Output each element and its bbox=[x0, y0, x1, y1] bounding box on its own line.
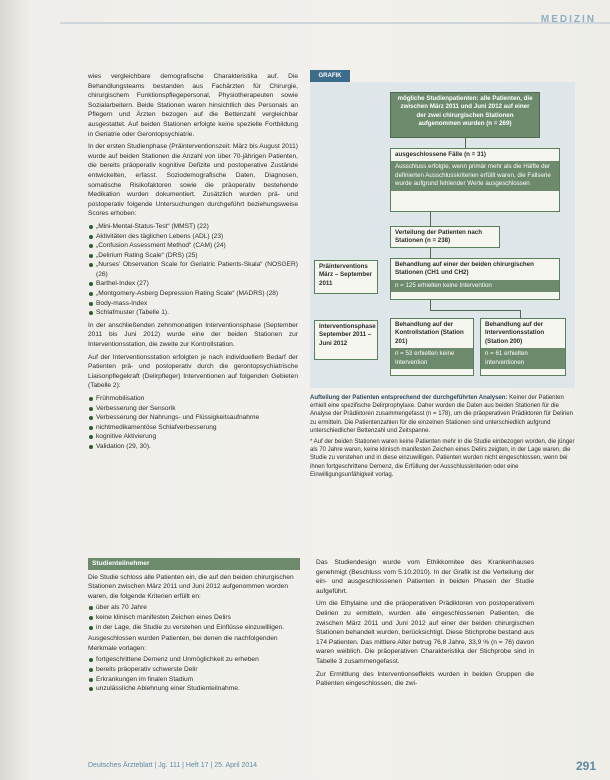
box-title: Studienteilnehmer bbox=[88, 558, 300, 570]
flow-box-distribution: Verteilung der Patienten nach Stationen (n = 238) bbox=[390, 226, 500, 248]
paragraph: Zur Ermittlung des Interventionseffekts wurden in beiden Gruppen die Patienten eingeschlossen, die zwi- bbox=[316, 670, 534, 688]
flow-box-detail: n = 53 erhielten keine Intervention bbox=[391, 348, 473, 369]
page-number: 291 bbox=[575, 759, 596, 773]
flow-box-excluded bbox=[390, 148, 560, 212]
list-item: Validation (29, 30). bbox=[88, 442, 298, 452]
list-item: keine klinisch manifesten Zeichen eines Delirs bbox=[88, 613, 300, 623]
flow-arrow bbox=[520, 310, 521, 318]
paragraph: Die Studie schloss alle Patienten ein, die auf den beiden chirurgischen Stationen zwischen März 2011 und Juni 2012 aufgenommen worden waren, die folgende Kriterien erfüllt en: bbox=[88, 573, 294, 600]
list-item: Erkrankungen im finalen Stadium bbox=[88, 675, 300, 685]
list-item: Schlafmuster (Tabelle 1). bbox=[88, 308, 298, 318]
journal-reference: Deutsches Ärzteblatt | Jg. 111 | Heft 17 | 25. April 2014 bbox=[88, 762, 258, 769]
right-column bbox=[316, 558, 534, 692]
flow-box-title: Behandlung auf der Kontrollstation (Station 201) bbox=[395, 321, 464, 345]
intervention-list bbox=[88, 394, 298, 452]
left-column bbox=[88, 72, 298, 455]
flow-box-candidates: mögliche Studienpatienten: alle Patienten, die zwischen März 2011 und Juni 2012 auf einer der zwei chirurgischen Stationen aufgenommen wurden (n = 269) bbox=[390, 92, 540, 138]
list-item: Verbesserung der Sensorik bbox=[88, 404, 298, 414]
paragraph: Um die Ethylaine und die präoperativen Prädiktoren von postoperativem Delirien zu ermitteln, wurden alle eingeschlossenen Patienten, die zwischen März 2011 und Juni 2012 auf einer der beiden chirurgischen Stationen behandelt wurden, berücksichtigt. Diese Stichprobe bestand aus 174 Patienten. Das mittlere Alter betrug 76,8 Jahre, 33,9 % (n = 76) davon waren weiblich. Die präoperativen Charakteristika der Stichprobe sind in Tabelle 3 zusammengefasst. bbox=[316, 600, 534, 665]
flow-box-detail: Ausschluss erfolgte, wenn primär mehr als die Hälfte der definierten Ausschlusskriterien erfüllt waren, die Fallserie wurde aufgrund fehlender Werte ausgeschlossen bbox=[391, 161, 559, 190]
list-item: „Delirium Rating Scale“ (DRS) (25) bbox=[88, 251, 298, 261]
paragraph: In der ersten Studienphase (Präinterventionszeit: März bis August 2011) wurde auf beiden Stationen die Anzahl von über 70-jährigen Patienten, die bereits präoperativ kognitive Defizite und postoperative Zustände entwickelten, erfasst. Soziodemografische Daten, Diagnosen, somatische Risikofaktoren sowie die präoperativ bestehende Medikation wurden dokumentiert. Zusätzlich wurden prä- und postoperativ folgende Untersuchungen durchgeführt beziehungsweise Scores erhoben: bbox=[88, 143, 298, 218]
flow-box-control bbox=[390, 318, 474, 376]
flow-arrow bbox=[430, 310, 520, 311]
caption-note: * Auf der beiden Stationen waren keine Patienten mehr in die Studie einbezogen worden, die jünger als 70 Jahre waren, keine klinisch manifesten Zeichen eines Delirs zeigten, in der Lage waren, die Studie zu verstehen und in diese einzuwilligen. Patienten wurden nicht eingeschlossen, wenn bei ihnen fortgeschrittene Demenz, die Erfüllung der Ausschlusskriterien oder eine Einwilligungsunfähigkeit vorlag. bbox=[310, 439, 575, 478]
list-item: „Mini-Mental-Status-Test“ (MMST) (22) bbox=[88, 222, 298, 232]
flow-box-detail: n = 125 erhielten keine Intervention bbox=[391, 280, 559, 292]
list-item: kognitive Aktivierung bbox=[88, 432, 298, 442]
phase-label-intervention: Interventionsphase September 2011 – Juni 2012 bbox=[314, 320, 378, 360]
figure-tag: GRAFIK bbox=[310, 70, 350, 82]
list-item: Frühmobilisation bbox=[88, 394, 298, 404]
list-item: nichtmedikamentöse Schlafverbesserung bbox=[88, 423, 298, 433]
exclusion-list bbox=[88, 655, 300, 693]
caption-title: Aufteilung der Patienten entsprechend der durchgeführten Analysen: bbox=[310, 395, 508, 401]
list-item: „Nurses' Observation Scale for Geriatric Patients-Skala“ (NOSGER) (26) bbox=[88, 260, 298, 279]
paragraph: Ausgeschlossen wurden Patienten, bei denen die nachfolgenden Merkmale vorlagen: bbox=[88, 635, 278, 652]
page-footer bbox=[0, 754, 610, 780]
paragraph: Das Studiendesign wurde vom Ethikkomitee des Krankenhauses genehmigt (Beschluss vom 5.10.2010). In der Grafik ist die Verteilung der ein- und ausgeschlossenen Patienten in beiden Phasen der Studie aufgeführt. bbox=[316, 559, 534, 595]
list-item: fortgeschrittene Demenz und Unmöglichkeit zu erheben bbox=[88, 655, 300, 665]
header-rule bbox=[60, 22, 610, 24]
list-item: in der Lage, die Studie zu verstehen und Einflüsse einzuwilligen. bbox=[88, 623, 300, 633]
inclusion-list bbox=[88, 603, 300, 632]
caption-text: Keiner der Patienten erhielt eine spezifische Delirprophylaxe. Daher wurden die Daten aus beiden Stationen für die Analyse der Prädiktoren zusammengefasst (n = 178), um die präoperativen Prädiktoren für Delirien zu ermitteln. Die Patientenzahlen für die einzelnen Stationen sind unterschiedlich aufgrund unterschiedlicher Bettenzahl und Zeitspanne. bbox=[310, 395, 573, 434]
flow-arrow bbox=[430, 248, 431, 258]
study-participants-box bbox=[88, 558, 300, 696]
page-header bbox=[0, 0, 610, 44]
list-item: Aktivitäten des täglichen Lebens (ADL) (23) bbox=[88, 232, 298, 242]
flow-box-pre-intervention bbox=[390, 258, 560, 300]
list-item: Verbesserung der Nahrungs- und Flüssigkeitsaufnahme bbox=[88, 413, 298, 423]
flow-box-title: Behandlung auf einer der beiden chirurgischen Stationen (CH1 und CH2) bbox=[395, 261, 534, 277]
list-item: „Montgomery-Asberg Depression Rating Scale“ (MADRS) (28) bbox=[88, 289, 298, 299]
list-item: „Confusion Assessment Method“ (CAM) (24) bbox=[88, 241, 298, 251]
list-item: unzulässliche Ablehnung einer Studienteilnahme. bbox=[88, 684, 300, 694]
list-item: bereits präoperativ schwerste Delir bbox=[88, 665, 300, 675]
list-item: Barthel-Index (27) bbox=[88, 279, 298, 289]
paragraph: Auf der Interventionsstation erfolgten je nach individuellem Bedarf der Patienten prä- und postoperativ durch die gerontopsychiatrische Liaisonpflegekraft (Delirpfleger) Interventionen auf folgenden Gebieten (Tabelle 2): bbox=[88, 353, 298, 390]
list-item: Body-mass-Index bbox=[88, 299, 298, 309]
flowchart bbox=[310, 70, 575, 388]
paragraph: In der anschließenden zehnmonatigen Interventionsphase (September 2011 bis Juni 2012) wurde eine der beiden Stationen zur Interventionsstation, die zweite zur Kontrollstation. bbox=[88, 321, 298, 349]
flow-box-intervention bbox=[480, 318, 566, 376]
score-list bbox=[88, 222, 298, 318]
list-item: über als 70 Jahre bbox=[88, 603, 300, 613]
flow-box-title: Behandlung auf der Interventionsstation (Station 200) bbox=[485, 321, 545, 345]
flow-arrow bbox=[430, 300, 431, 310]
flow-arrow bbox=[465, 138, 466, 148]
figure-caption bbox=[310, 394, 580, 479]
phase-label-pre: Präinterventions März – September 2011 bbox=[314, 260, 378, 294]
flow-box-title: ausgeschlossene Fälle (n = 31) bbox=[395, 151, 486, 158]
section-label: MEDIZIN bbox=[540, 14, 596, 25]
flow-box-detail: n = 61 erhielten Interventionen bbox=[481, 348, 565, 369]
flow-arrow bbox=[430, 212, 431, 226]
paragraph: wies vergleichbare demografische Charakteristika auf. Die Behandlungsteams bestanden aus Fachärzten für Chirurgie, chirurgischem Funktionspflegepersonal, Physiotherapeuten sowie Sozialarbeitern. Beide Stationen waren hinsichtlich des Personals an Pflegern und Ärzten bezogen auf die Bettenzahl vergleichbar ausgestattet. Auf beiden Stationen erfolgte keine spezielle Fortbildung in Geriatrie oder Gerontopsychiatrie. bbox=[88, 73, 298, 138]
